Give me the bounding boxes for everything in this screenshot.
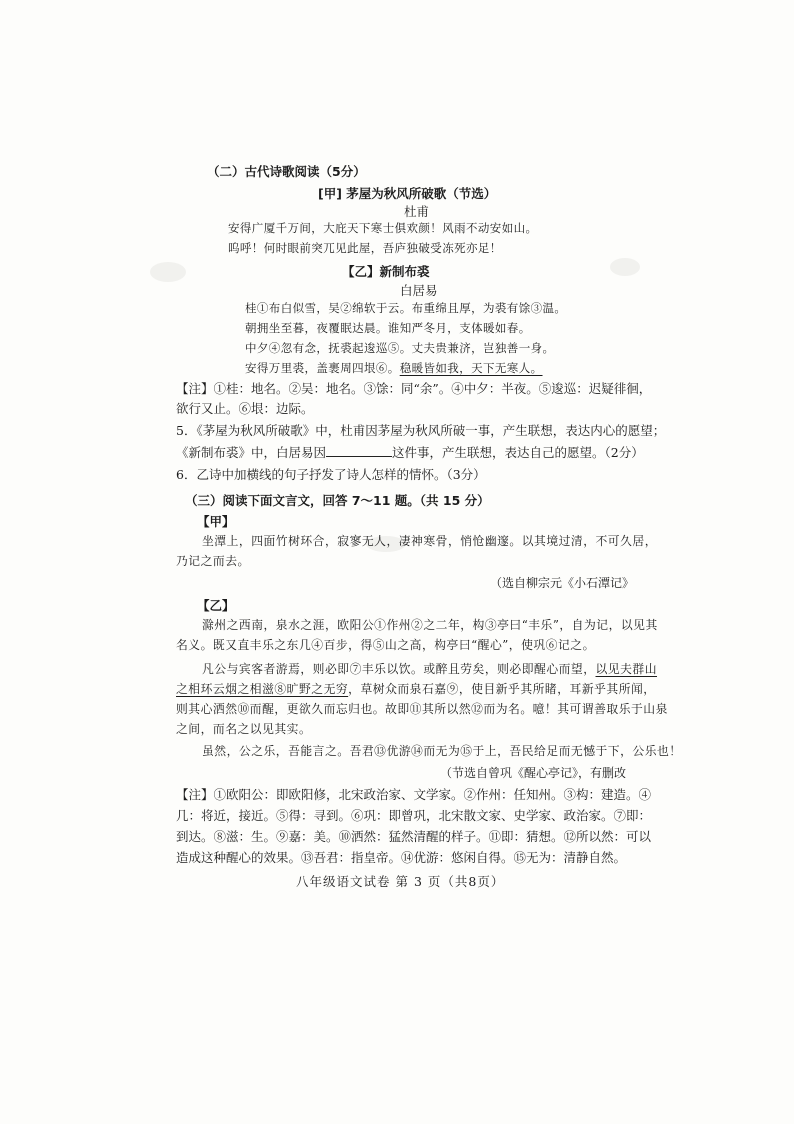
passage-yi-underlined-text: 以见夫群山 xyxy=(595,662,658,676)
passage-yi-line: 名义。既又直丰乐之东几④百步，得⑤山之高，构亭曰“醒心”，使巩⑥记之。 xyxy=(176,638,595,652)
section2-notes-line: 【注】①桂：地名。②吴：地名。③馀：同“余”。④中夕：半夜。⑤逡巡：迟疑徘徊， xyxy=(176,381,652,396)
passage-yi-text: 凡公与宾客者游焉，则必即⑦丰乐以饮。或醉且劳矣，则必即醒心而望， xyxy=(202,662,596,676)
poem-b-line: 桂①布白似雪，吴②绵软于云。布重绵且厚，为裘有馀③温。 xyxy=(245,301,567,315)
passage-yi-text: ，草树众而泉石嘉⑨，使目新乎其所睹，耳新乎其所闻， xyxy=(348,682,656,696)
poem-a-line: 安得广厦千万间，大庇天下寒士俱欢颜！风雨不动安如山。 xyxy=(228,221,538,235)
question-5-line: 5．《茅屋为秋风所破歌》中，杜甫因茅屋为秋风所破一事，产生联想，表达内心的愿望； xyxy=(176,423,666,438)
question-5-suffix: 这件事，产生联想，表达自己的愿望。（2分） xyxy=(392,445,644,460)
poem-b-title: 【乙】新制布裘 xyxy=(342,264,430,279)
section3-notes-line: 几：将近，接近。⑤得：寻到。⑥巩：即曾巩，北宋散文家、史学家、政治家。⑦即： xyxy=(176,808,652,823)
poem-b-line: 朝拥坐至暮，夜覆眠达晨。谁知严冬月，支体暖如春。 xyxy=(245,321,531,335)
passage-yi-line xyxy=(176,680,656,697)
passage-jia-line: 乃记之而去。 xyxy=(176,554,250,568)
question-5-line xyxy=(176,443,644,461)
passage-yi-underlined-text: 之相环云烟之相滋⑧旷野之无穷 xyxy=(176,682,349,696)
section3-notes-line: 造成这种醒心的效果。⑬吾君：指皇帝。⑭优游：悠闲自得。⑮无为：清静自然。 xyxy=(176,850,627,865)
passage-yi-line: 虽然，公之乐，吾能言之。吾君⑬优游⑭而无为⑮于上，吾民给足而无憾于下，公乐也！ xyxy=(202,744,682,758)
poem-b-author: 白居易 xyxy=(400,283,438,298)
section3-heading: （三）阅读下面文言文，回答 7～11 题。（共 15 分） xyxy=(185,493,490,508)
passage-yi-line xyxy=(202,660,657,677)
question-5-prefix: 《新制布裘》中，白居易因 xyxy=(176,445,327,460)
passage-yi-line: 之间，而名之以见其实。 xyxy=(176,722,312,736)
scan-smudge xyxy=(150,262,186,282)
answer-blank[interactable] xyxy=(326,444,392,457)
passage-yi-line: 滁州之西南，泉水之涯，欧阳公①作州②之二年，构③亭曰“丰乐”，自为记，以见其 xyxy=(202,618,658,632)
passage-yi-source: （节选自曾巩《醒心亭记》，有删改 xyxy=(440,766,627,780)
passage-jia-label: 【甲】 xyxy=(197,514,235,529)
passage-yi-line: 则其心洒然⑩而醒，更欲久而忘归也。故即⑪其所以然⑫而为名。噫！其可谓善取乐于山泉 xyxy=(176,702,668,716)
page-footer: 八年级语文试卷 第 3 页（共8页） xyxy=(296,874,505,889)
poem-a-line: 呜呼！何时眼前突兀见此屋，吾庐独破受冻死亦足！ xyxy=(228,241,502,255)
question-6: 6．乙诗中加横线的句子抒发了诗人怎样的情怀。（3分） xyxy=(176,467,486,482)
passage-jia-line: 坐潭上，四面竹树环合，寂寥无人，凄神寒骨，悄怆幽邃。以其境过清，不可久居， xyxy=(202,534,657,548)
section2-notes-line: 欲行又止。⑥垠：边际。 xyxy=(176,401,314,416)
passage-jia-source: （选自柳宗元《小石潭记》 xyxy=(490,576,635,590)
poem-b-last-line-plain: 安得万里裘，盖裹周四垠⑥。 xyxy=(245,361,400,375)
poem-a-author: 杜甫 xyxy=(404,204,430,219)
section3-notes-line: 到达。⑧滋：生。⑨嘉：美。⑩洒然：猛然清醒的样子。⑪即：猜想。⑫所以然：可以 xyxy=(176,829,652,844)
poem-b-last-line xyxy=(245,360,543,376)
section2-heading: （二）古代诗歌阅读（5分） xyxy=(207,164,366,179)
poem-b-underlined-sentence: 稳暖皆如我，天下无寒人。 xyxy=(399,361,543,375)
poem-a-title: [甲] 茅屋为秋风所破歌（节选） xyxy=(318,186,497,201)
scan-smudge xyxy=(610,258,640,276)
poem-b-line: 中夕④忽有念，抚裘起逡巡⑤。丈夫贵兼济，岂独善一身。 xyxy=(245,341,555,355)
passage-yi-label: 【乙】 xyxy=(197,598,235,613)
section3-notes-line: 【注】①欧阳公：即欧阳修，北宋政治家、文学家。②作州：任知州。③构：建造。④ xyxy=(176,787,652,802)
